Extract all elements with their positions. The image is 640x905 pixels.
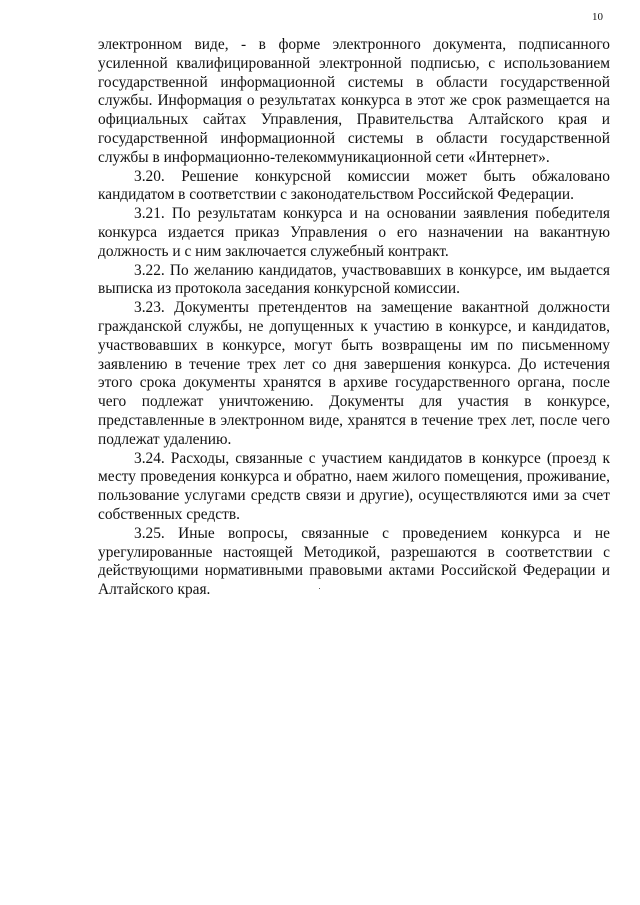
text-line: службы. Информация о результатах конкурса в этот же срок размещается на [98, 92, 610, 110]
text-line: подлежат удалению. [98, 430, 232, 448]
page-number: 10 [592, 11, 603, 23]
text-line: конкурса издается приказ Управления о его назначении на вакантную [98, 223, 610, 241]
text-line: Алтайского края. [98, 581, 211, 599]
text-line: 3.22. По желанию кандидатов, участвовавших в конкурсе, им выдается [134, 261, 610, 279]
text-line: участвовавших в конкурсе, могут быть возвращены им по письменному [98, 336, 610, 354]
text-line: кандидатом в соответствии с законодательством Российской Федерации. [98, 186, 575, 204]
text-line: государственной информационной системы в области государственной [98, 73, 610, 91]
text-line: гражданской службы, не допущенных к участию в конкурсе, и кандидатов, [98, 317, 610, 335]
paragraph [98, 299, 610, 449]
text-line: 3.21. По результатам конкурса и на основании заявления победителя [134, 205, 610, 223]
paragraph [98, 168, 610, 206]
text-line: собственных средств. [98, 505, 240, 523]
paragraph [98, 205, 610, 261]
text-line: официальных сайтах Управления, Правительства Алтайского края и [98, 111, 610, 129]
scan-speck [319, 588, 320, 589]
text-line: представленные в электронном виде, хранятся в течение трех лет, после чего [98, 411, 610, 429]
text-line: 3.24. Расходы, связанные с участием кандидатов в конкурсе (проезд к [134, 449, 610, 467]
paragraph [98, 36, 610, 168]
paragraph [98, 450, 610, 525]
paragraph [98, 262, 610, 300]
paragraph [98, 525, 610, 600]
text-line: 3.25. Иные вопросы, связанные с проведением конкурса и не [134, 524, 610, 542]
text-line: месту проведения конкурса и обратно, наем жилого помещения, проживание, [98, 468, 610, 486]
text-line: 3.20. Решение конкурсной комиссии может быть обжаловано [134, 167, 610, 185]
text-line: урегулированные настоящей Методикой, разрешаются в соответствии с [98, 543, 610, 561]
text-line: действующими нормативными правовыми актами Российской Федерации и [98, 562, 610, 580]
text-line: службы в информационно-телекоммуникационной сети «Интернет». [98, 148, 550, 166]
text-line: 3.23. Документы претендентов на замещение вакантной должности [134, 299, 610, 317]
document-body [98, 36, 610, 600]
text-line: пользование услугами средств связи и другие), осуществляются ими за счет [98, 487, 610, 505]
text-line: чего подлежат уничтожению. Документы для участия в конкурсе, [98, 393, 610, 411]
text-line: электронном виде, - в форме электронного документа, подписанного [98, 36, 610, 53]
text-line: усиленной квалифицированной электронной подписью, с использованием [98, 54, 610, 72]
text-line: государственной информационной системы в области государственной [98, 129, 610, 147]
text-line: должность и с ним заключается служебный контракт. [98, 242, 449, 260]
text-line: этого срока документы хранятся в архиве государственного органа, после [98, 374, 610, 392]
text-line: выписка из протокола заседания конкурсной комиссии. [98, 280, 460, 298]
text-line: заявлению в течение трех лет со дня завершения конкурса. До истечения [98, 355, 610, 373]
